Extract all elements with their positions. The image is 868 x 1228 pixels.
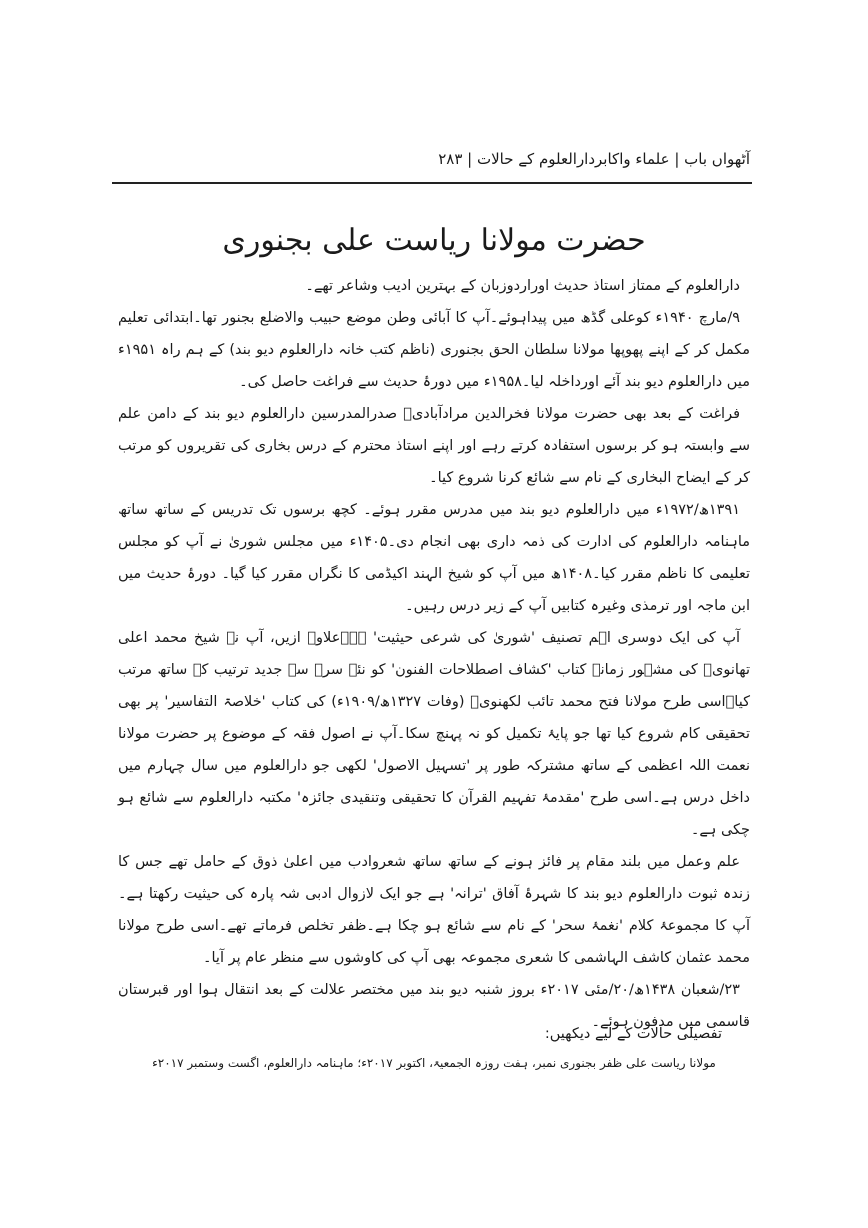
running-header: آٹھواں باب | علماء واکابردارالعلوم کے حالات | ۲۸۳ <box>438 150 750 168</box>
paragraph-death: ۲۳/شعبان ۱۴۳۸ھ/۲۰/مئی ۲۰۱۷ء بروز شنبہ دیو بند میں مختصر علالت کے بعد انتقال ہوا اور قبرستان قاسمی میں مدفون ہوئے۔ <box>118 982 750 1030</box>
paragraph-intro: دارالعلوم کے ممتاز استاذ حدیث اوراردوزبان کے بہترین ادیب وشاعر تھے۔ <box>305 278 740 294</box>
references-section <box>118 1020 750 1074</box>
paragraph-works: آپ کی ایک دوسری اہم تصنیف 'شوریٰ کی شرعی حیثیت' ہے۔علاوہ ازیں، آپ نے شیخ محمد اعلی تھانویؒ کی مشہور زمانہ کتاب 'کشاف اصطلاحات الفنون' کو نئے سرے سے جدید ترتیب کے ساتھ مرتب کیا۔اسی طرح مولانا فتح محمد تائب لکھنویؒ (وفات ۱۳۲۷ھ/۱۹۰۹ء) کی کتاب 'خلاصۃ التفاسیر' پر بھی تحقیقی کام شروع کیا تھا جو پایۂ تکمیل کو نہ پہنچ سکا۔آپ نے اصول فقہ کے موضوع پر حضرت مولانا نعمت اللہ اعظمی کے ساتھ مشترکہ طور پر 'تسہیل الاصول' لکھی جو دارالعلوم میں سال چہارم میں داخل درس ہے۔اسی طرح 'مقدمۂ تفہیم القرآن کا تحقیقی وتنقیدی جائزہ' مکتبہ دارالعلوم سے شائع ہو چکی ہے۔ <box>118 630 750 838</box>
paragraph-birth-education: ۹/مارچ ۱۹۴۰ء کوعلی گڈھ میں پیداہوئے۔آپ کا آبائی وطن موضع حبیب والاضلع بجنور تھا۔ابتدائی تعلیم مکمل کر کے اپنے پھوپھا مولانا سلطان الحق بجنوری (ناظم کتب خانہ دارالعلوم دیو بند) کے ہم راہ ۱۹۵۱ء میں دارالعلوم دیو بند آئے اورداخلہ لیا۔۱۹۵۸ء میں دورۂ حدیث سے فراغت حاصل کی۔ <box>118 310 750 390</box>
paragraph-after-graduation: فراغت کے بعد بھی حضرت مولانا فخرالدین مرادآبادیؒ صدرالمدرسین دارالعلوم دیو بند کے دامن علم سے وابستہ ہو کر برسوں استفادہ کرتے رہے اور اپنے استاذ محترم کے درس بخاری کی تقریروں کو مرتب کر کے ایضاح البخاری کے نام سے شائع کرنا شروع کیا۔ <box>118 406 750 486</box>
references-text: مولانا ریاست علی ظفر بجنوری نمبر، ہفت روزہ الجمعیۃ، اکتوبر ۲۰۱۷ء؛ ماہنامہ دارالعلوم، اگست وستمبر ۲۰۱۷ء <box>152 1056 716 1070</box>
header-rule <box>112 182 752 184</box>
biography-body <box>118 270 750 1038</box>
paragraph-poetry: علم وعمل میں بلند مقام پر فائز ہونے کے ساتھ ساتھ شعروادب میں اعلیٰ ذوق کے حامل تھے جس کا زندہ ثبوت دارالعلوم دیو بند کا شہرۂ آفاق 'ترانہ' ہے جو ایک لازوال ادبی شہ پارہ کی حیثیت رکھتا ہے۔آپ کا مجموعۂ کلام 'نغمۂ سحر' کے نام سے شائع ہو چکا ہے۔ظفر تخلص فرماتے تھے۔اسی طرح مولانا محمد عثمان کاشف الہاشمی کا شعری مجموعہ بھی آپ کی کاوشوں سے منظر عام پر آیا۔ <box>118 854 750 966</box>
page-title: حضرت مولانا ریاست علی بجنوری <box>222 223 646 258</box>
paragraph-teaching-career: ۱۳۹۱ھ/۱۹۷۲ء میں دارالعلوم دیو بند میں مدرس مقرر ہوئے۔ کچھ برسوں تک تدریس کے ساتھ ساتھ ماہنامہ دارالعلوم کی ادارت کی ذمہ داری بھی انجام دی۔۱۴۰۵ء میں مجلس شوریٰ نے آپ کو مجلس تعلیمی کا ناظم مقرر کیا۔۱۴۰۸ھ میں آپ کو شیخ الہند اکیڈمی کا نگراں مقرر کیا گیا۔ دورۂ حدیث میں ابن ماجہ اور ترمذی وغیرہ کتابیں آپ کے زیر درس رہیں۔ <box>118 502 750 614</box>
references-heading: تفصیلی حالات کے لیے دیکھیں: <box>544 1026 722 1042</box>
